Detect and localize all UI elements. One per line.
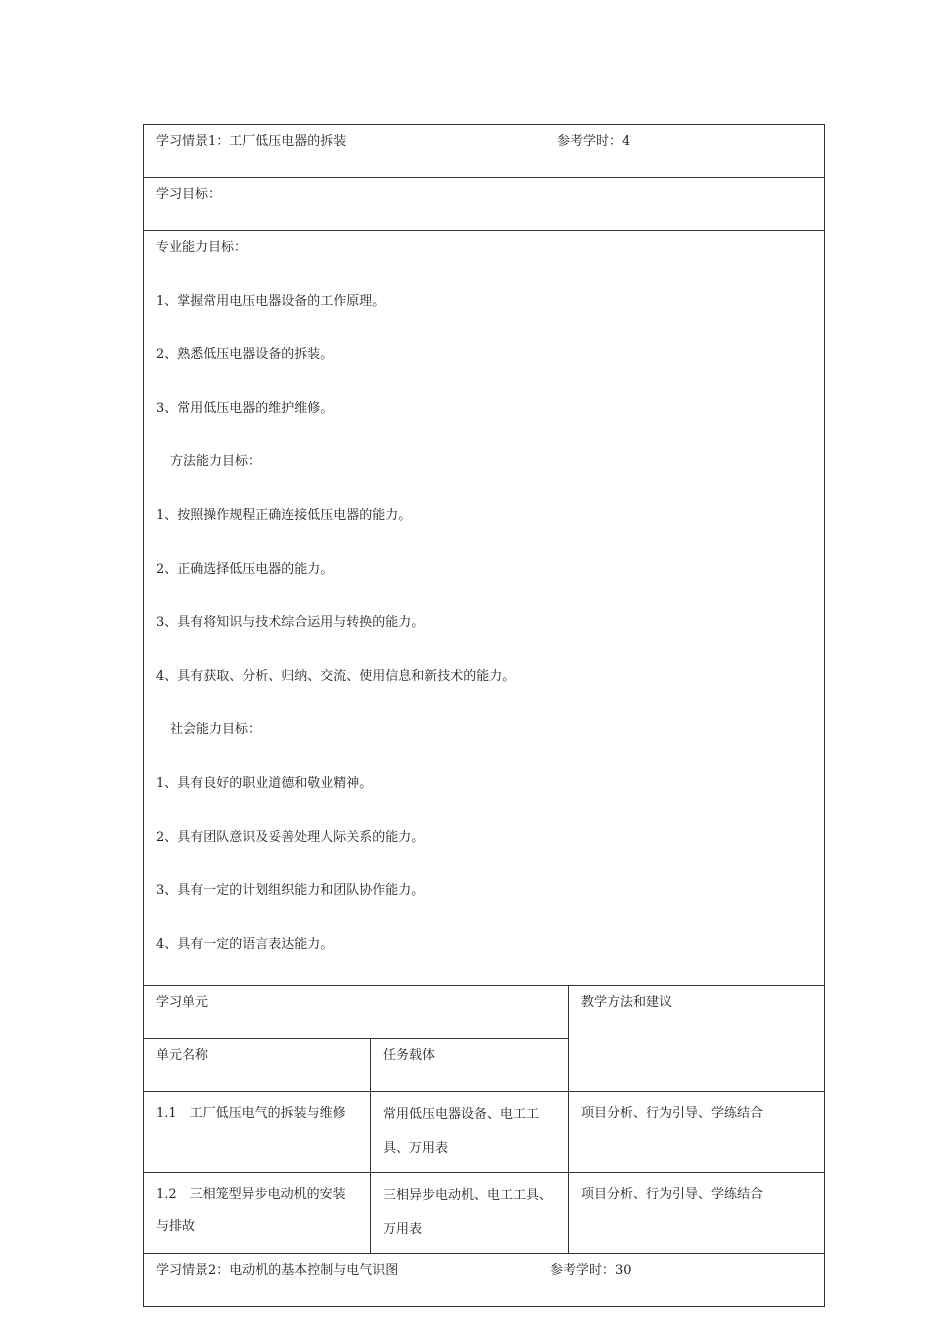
goal-item: 3、具有将知识与技术综合运用与转换的能力。 xyxy=(156,615,425,631)
goals-label: 学习目标： xyxy=(144,178,825,231)
unit-row xyxy=(144,1092,825,1173)
col-task-carrier: 任务载体 xyxy=(371,1039,569,1092)
goal-item: 专业能力目标： xyxy=(156,240,248,255)
methods-header: 教学方法和建议 xyxy=(569,986,825,1092)
goal-item: 3、具有一定的计划组织能力和团队协作能力。 xyxy=(156,883,425,899)
goal-item: 2、正确选择低压电器的能力。 xyxy=(156,561,334,577)
goal-item: 1、按照操作规程正确连接低压电器的能力。 xyxy=(156,507,412,523)
goal-item: 方法能力目标： xyxy=(170,454,262,470)
unit-name: 1.2 三相笼型异步电动机的安装与排故 xyxy=(144,1173,371,1254)
unit-name: 1.1 工厂低压电气的拆装与维修 xyxy=(144,1092,371,1173)
goals-label-row xyxy=(144,178,825,231)
goal-item: 2、具有团队意识及妥善处理人际关系的能力。 xyxy=(156,829,425,845)
section1-header-row xyxy=(144,125,825,178)
col-unit-name: 单元名称 xyxy=(144,1039,371,1092)
unit-carrier: 常用低压电器设备、电工工具、万用表 xyxy=(371,1092,569,1173)
section1-title: 学习情景1：工厂低压电器的拆装 xyxy=(156,134,347,149)
section1-hours: 参考学时：4 xyxy=(557,134,631,149)
goals-list xyxy=(144,231,824,985)
unit-method: 项目分析、行为引导、学练结合 xyxy=(569,1173,825,1254)
goals-row xyxy=(144,231,825,986)
goal-item: 1、掌握常用电压电器设备的工作原理。 xyxy=(156,293,386,309)
course-plan-document xyxy=(143,124,824,1307)
unit-carrier: 三相异步电动机、电工工具、万用表 xyxy=(371,1173,569,1254)
section2-title: 学习情景2：电动机的基本控制与电气识图 xyxy=(156,1263,399,1279)
goal-item: 社会能力目标： xyxy=(170,722,262,738)
goal-item: 1、具有良好的职业道德和敬业精神。 xyxy=(156,775,373,791)
units-header-row xyxy=(144,986,825,1039)
goal-item: 2、熟悉低压电器设备的拆装。 xyxy=(156,347,334,363)
section2-hours: 参考学时：30 xyxy=(550,1263,632,1279)
course-plan-table xyxy=(143,124,825,1307)
goal-item: 4、具有一定的语言表达能力。 xyxy=(156,936,334,952)
section2-header-row xyxy=(144,1254,825,1307)
unit-method: 项目分析、行为引导、学练结合 xyxy=(569,1092,825,1173)
unit-row xyxy=(144,1173,825,1254)
units-header: 学习单元 xyxy=(144,986,569,1039)
goal-item: 3、常用低压电器的维护维修。 xyxy=(156,400,334,416)
goal-item: 4、具有获取、分析、归纳、交流、使用信息和新技术的能力。 xyxy=(156,668,516,684)
